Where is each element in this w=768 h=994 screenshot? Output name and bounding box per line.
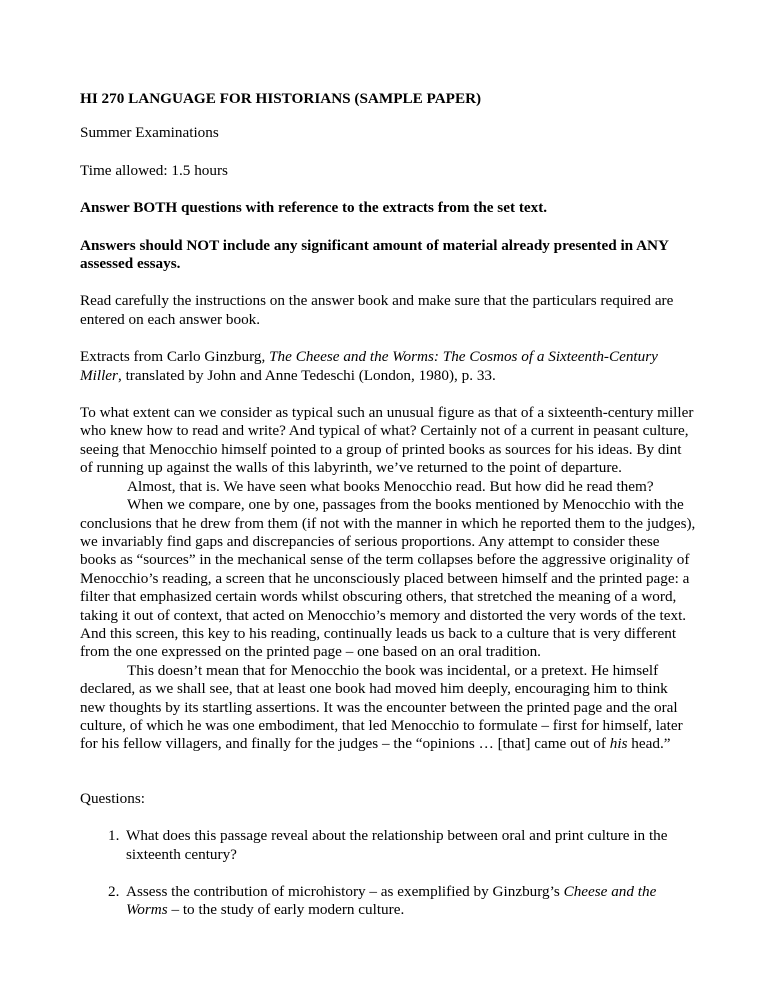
- instruction-read-carefully: Read carefully the instructions on the answer book and make sure that the particulars required are entered on each answer book.: [80, 292, 674, 328]
- question-2-text: [126, 883, 656, 918]
- questions-heading: Questions:: [80, 789, 145, 807]
- extract-paragraph-4-body: This doesn’t mean that for Menocchio the book was incidental, or a pretext. He himself declared, as we shall see, that at least one book had moved him deeply, encouraging him to think new thoughts by its startling assertions. It was the encounter between the printed page and the oral culture, of which he was one embodiment, that led Menocchio to formulate – first for himself, later for his fellow villagers, and finally for the judges – the: [80, 661, 683, 753]
- quote-end: head.”: [627, 735, 671, 753]
- source-citation: [80, 348, 696, 385]
- question-1-text: What does this passage reveal about the relationship between oral and print culture in the sixteenth century?: [126, 827, 668, 863]
- extract-paragraph-3: When we compare, one by one, passages from the books mentioned by Menocchio with the conclusions that he drew from them (if not with the manner in which he reported them to the judges), we invariably find gaps and discrepancies of serious proportions. Any attempt to consider these books as “sources” in the mechanical sense of the term collapses before the aggressive originality of Menocchio’s reading, a screen that he unconsciously placed between himself and the printed page: a filter that emphasized certain words whilst obscuring others, that stretched the meaning of a word, taking it out of context, that acted on Menocchio’s memory and distorted the very words of the text. And this screen, this key to his reading, continually leads us back to a culture that is very different from the one expressed on the printed page – one based on an oral tradition.: [80, 496, 696, 661]
- paper-title: HI 270 LANGUAGE FOR HISTORIANS (SAMPLE PAPER): [80, 90, 482, 107]
- extract-text: [80, 404, 696, 754]
- quote-start: “opinions … [that] came out of: [415, 735, 610, 753]
- exam-session: Summer Examinations: [80, 124, 219, 142]
- time-allowed: Time allowed: 1.5 hours: [80, 161, 228, 179]
- quote-emphasis: his: [609, 735, 628, 753]
- questions-list: [80, 827, 696, 920]
- source-prefix: Extracts from Carlo Ginzburg,: [80, 348, 270, 366]
- question-2-book-title: Cheese and the Worms: [126, 883, 657, 919]
- question-1-number: 1.: [108, 827, 120, 845]
- instruction-no-material: Answers should NOT include any significant amount of material already presented in ANY assessed essays.: [80, 236, 669, 273]
- instruction-answer-both: Answer BOTH questions with reference to the extracts from the set text.: [80, 199, 548, 217]
- question-2-number: 2.: [108, 883, 120, 900]
- question-2-text-b: – to the study of early modern culture.: [167, 901, 405, 919]
- question-1: [80, 827, 696, 864]
- source-suffix: , translated by John and Anne Tedeschi (London, 1980), p. 33.: [117, 366, 496, 384]
- question-2: [80, 883, 696, 920]
- extract-paragraph-1: To what extent can we consider as typical such an unusual figure as that of a sixteenth-century miller who knew how to read and write? And typical of what? Certainly not of a current in peasant culture, seeing that Menocchio himself pointed to a group of printed books as sources for his ideas. By dint of running up against the walls of this labyrinth, we’ve returned to the point of departure.: [80, 404, 694, 477]
- source-book-title: The Cheese and the Worms: The Cosmos of a Sixteenth-Century Miller: [80, 348, 658, 384]
- question-2-text-a: Assess the contribution of microhistory – as exemplified by Ginzburg’s: [126, 883, 564, 900]
- exam-paper: [80, 90, 696, 939]
- extract-paragraph-2: Almost, that is. We have seen what books Menocchio read. But how did he read them?: [127, 477, 654, 495]
- extract-paragraph-4: [80, 662, 696, 754]
